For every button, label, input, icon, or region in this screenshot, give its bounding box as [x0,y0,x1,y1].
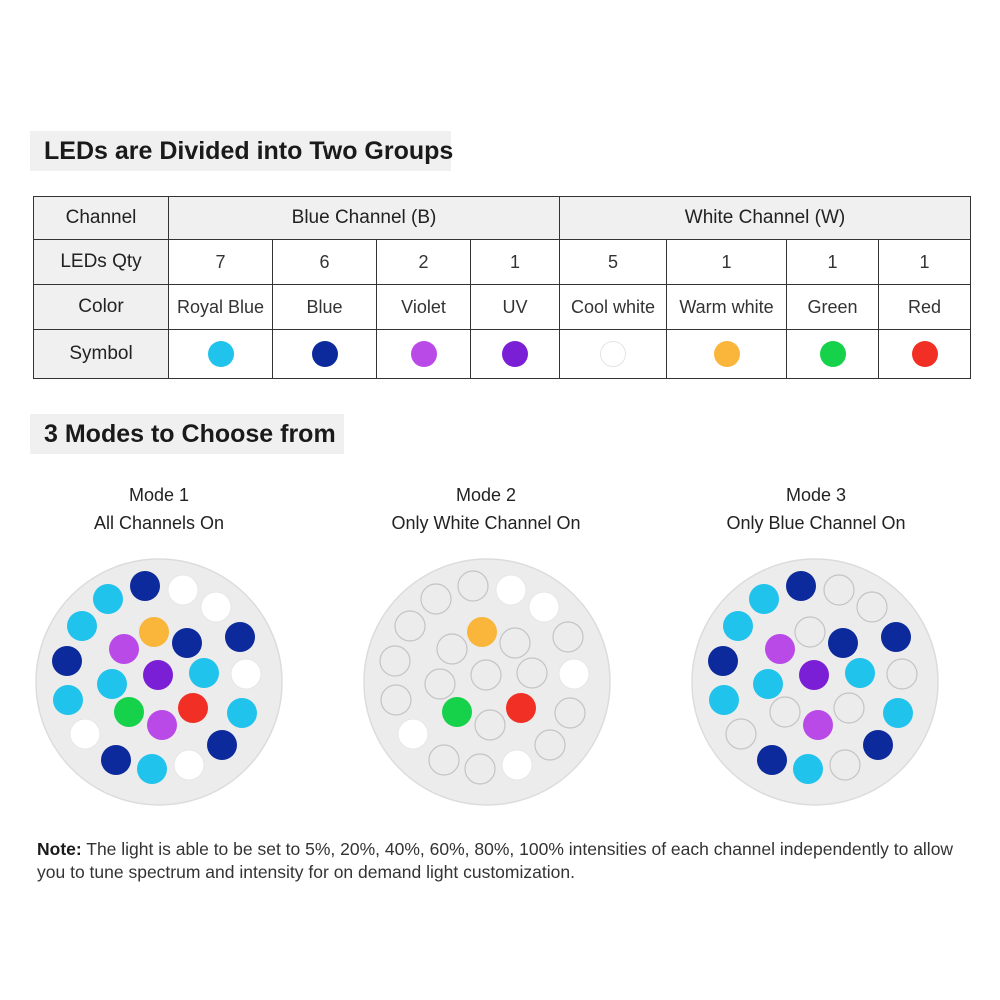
led-on [130,571,160,601]
qty-cell: 1 [471,240,560,285]
led-on [799,660,829,690]
led-off [475,710,505,740]
section-title-modes: 3 Modes to Choose from [30,414,344,454]
cool-white-dot-icon [600,341,626,367]
mode-1-name: Mode 1 [128,485,190,505]
led-on [207,730,237,760]
mode-1-led-panel [34,557,284,807]
blue-channel-header: Blue Channel (B) [169,197,560,240]
symbol-cell [787,330,879,379]
symbol-cell [667,330,787,379]
qty-header: LEDs Qty [34,240,169,285]
led-off [555,698,585,728]
color-cell: Cool white [560,285,667,330]
color-cell: Red [879,285,971,330]
symbol-cell [560,330,667,379]
led-off [381,685,411,715]
green-dot-icon [820,341,846,367]
led-on [398,719,428,749]
led-on [708,646,738,676]
led-on [496,575,526,605]
led-groups-table [33,196,971,379]
violet-dot-icon [411,341,437,367]
led-on [803,710,833,740]
led-on [753,669,783,699]
led-off [380,646,410,676]
led-on [765,634,795,664]
led-on [881,622,911,652]
mode-2-name: Mode 2 [455,485,517,505]
led-on [143,660,173,690]
qty-cell: 1 [667,240,787,285]
table-row-qty [34,240,971,285]
led-off [458,571,488,601]
led-on [137,754,167,784]
led-on [227,698,257,728]
symbol-cell [169,330,273,379]
mode-3-name: Mode 3 [785,485,847,505]
led-off [465,754,495,784]
led-on [883,698,913,728]
mode-1-title [59,481,259,537]
led-on [147,710,177,740]
led-on [174,750,204,780]
led-off [887,659,917,689]
led-on [845,658,875,688]
qty-cell: 5 [560,240,667,285]
uv-dot-icon [502,341,528,367]
led-on [53,685,83,715]
note-text [37,838,977,884]
led-off [535,730,565,760]
note-body: The light is able to be set to 5%, 20%, 40%, 60%, 80%, 100% intensities of each channel independently to allow you to tune spectrum and intensity for on demand light customization. [37,839,954,882]
symbol-cell [273,330,377,379]
led-on [442,697,472,727]
led-off [425,669,455,699]
led-off [770,697,800,727]
led-on [70,719,100,749]
led-off [834,693,864,723]
led-on [793,754,823,784]
led-on [178,693,208,723]
led-on [529,592,559,622]
mode-1-desc: All Channels On [93,513,225,533]
color-cell: Warm white [667,285,787,330]
led-off [857,592,887,622]
led-off [500,628,530,658]
led-off [429,745,459,775]
led-off [395,611,425,641]
symbol-cell [879,330,971,379]
qty-cell: 7 [169,240,273,285]
note-label: Note: [37,839,82,859]
table-row-channel [34,197,971,240]
channel-header: Channel [34,197,169,240]
symbol-header: Symbol [34,330,169,379]
led-on [114,697,144,727]
led-off [824,575,854,605]
led-off [553,622,583,652]
color-cell: UV [471,285,560,330]
led-off [830,750,860,780]
qty-cell: 1 [879,240,971,285]
section-title-led-groups: LEDs are Divided into Two Groups [30,131,451,171]
led-on [231,659,261,689]
led-off [471,660,501,690]
led-on [709,685,739,715]
led-on [139,617,169,647]
led-on [93,584,123,614]
led-on [467,617,497,647]
led-off [437,634,467,664]
led-on [189,658,219,688]
led-on [828,628,858,658]
led-off [517,658,547,688]
led-on [225,622,255,652]
blue-dot-icon [312,341,338,367]
qty-cell: 6 [273,240,377,285]
color-cell: Green [787,285,879,330]
table-row-color [34,285,971,330]
led-on [172,628,202,658]
led-on [168,575,198,605]
symbol-cell [471,330,560,379]
mode-2-title [366,481,606,537]
led-off [421,584,451,614]
led-on [506,693,536,723]
table-row-symbol [34,330,971,379]
red-dot-icon [912,341,938,367]
led-on [67,611,97,641]
qty-cell: 1 [787,240,879,285]
white-channel-header: White Channel (W) [560,197,971,240]
led-on [502,750,532,780]
led-on [52,646,82,676]
mode-2-led-panel [362,557,612,807]
mode-3-led-panel [690,557,940,807]
qty-cell: 2 [377,240,471,285]
led-on [109,634,139,664]
symbol-cell [377,330,471,379]
led-on [863,730,893,760]
led-on [559,659,589,689]
color-header: Color [34,285,169,330]
led-on [757,745,787,775]
led-on [749,584,779,614]
color-cell: Violet [377,285,471,330]
led-on [97,669,127,699]
color-cell: Royal Blue [169,285,273,330]
mode-3-desc: Only Blue Channel On [726,513,906,533]
led-on [786,571,816,601]
led-on [723,611,753,641]
led-off [726,719,756,749]
led-on [101,745,131,775]
warm-white-dot-icon [714,341,740,367]
mode-3-title [696,481,936,537]
royal-blue-dot-icon [208,341,234,367]
mode-2-desc: Only White Channel On [391,513,581,533]
led-on [201,592,231,622]
led-off [795,617,825,647]
color-cell: Blue [273,285,377,330]
